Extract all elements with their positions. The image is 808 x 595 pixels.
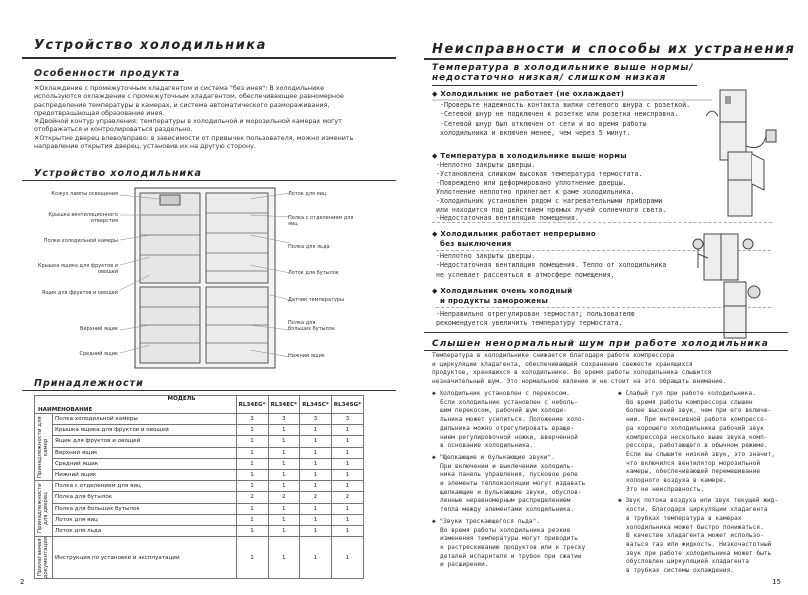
temp-heading-1: Температура в холодильнике выше нормы/ xyxy=(432,63,694,73)
diamond-bullet-icon: ◆ xyxy=(618,390,626,397)
diamond-bullet-icon: ◆ xyxy=(432,517,440,525)
quantity-cell: 1 xyxy=(236,447,268,458)
noise-item: ◆ Слабый гул при работе холодильника. Во время работы компрессора слышен более высокий звук, чем при его включе- нии. При интенсивной работе компрессо- ра хорошего холодильника рабочий звук компрессора несколько выше звука комп- рессора, работающего в обычном режиме. Если вы слышите низкий звук, это значит, что включился вентилятор морозильной камеры, обеспечивающей перемешивание холодного воздуха в камере. Это не неисправность. xyxy=(618,390,776,493)
quantity-cell: 1 xyxy=(268,458,300,469)
table-row xyxy=(35,492,364,503)
quantity-cell: 3 xyxy=(331,414,363,425)
quantity-cell: 1 xyxy=(300,503,332,514)
quantity-cell: 1 xyxy=(268,514,300,525)
noise-left-column xyxy=(432,390,612,573)
noise-item: ◆ "Щелкающие и булькающие звуки". При включении и выключении холодиль- ника панель управления, пусковое реле и элементы теплоизоляции могут издавать щелкающие и булькающие звуки, обуслов- ленные неравномерным распределением тепла между элементами холодильника. xyxy=(432,453,586,514)
left-page-number: 2 xyxy=(20,578,25,586)
diamond-bullet-icon: ◆ xyxy=(432,152,441,160)
label-temp-sensor: Датчик температуры xyxy=(288,297,345,303)
name-label: НАИМЕНОВАНИЕ xyxy=(38,407,93,413)
diamond-bullet-icon: ◆ xyxy=(432,90,441,98)
group-label: Прилагаемая документация xyxy=(37,537,49,579)
model-header: RL34SG* xyxy=(331,396,363,414)
left-title-rule xyxy=(22,57,396,59)
quantity-cell: 1 xyxy=(268,537,300,579)
noise-top-rule xyxy=(424,332,788,333)
diamond-bullet-icon: ◆ xyxy=(432,390,440,397)
quantity-cell: 2 xyxy=(268,492,300,503)
label-ice-shelf: Полка для льда xyxy=(288,244,330,250)
features-heading: Особенности продукта xyxy=(34,68,181,79)
accessories-table xyxy=(34,395,364,579)
label-upper-drawer: Верхний ящик xyxy=(80,326,118,332)
quantity-cell: 1 xyxy=(268,425,300,436)
quantity-cell: 1 xyxy=(268,447,300,458)
noise-rule xyxy=(424,350,788,351)
table-row xyxy=(35,503,364,514)
item-name-cell: Ящик для фруктов и овощей xyxy=(53,436,237,447)
quantity-cell: 1 xyxy=(236,514,268,525)
accessories-rule xyxy=(22,390,396,391)
quantity-cell: 1 xyxy=(300,458,332,469)
label-vent-cover: Крышка вентиляционного отверстия xyxy=(48,212,118,224)
group-label-cell xyxy=(35,481,53,537)
item-name-cell: Лоток для льда xyxy=(53,525,237,536)
diamond-bullet-icon: ◆ xyxy=(618,497,626,505)
group-label-cell xyxy=(35,537,53,579)
quantity-cell: 1 xyxy=(300,425,332,436)
quantity-cell: 1 xyxy=(300,525,332,536)
table-row xyxy=(35,436,364,447)
quantity-cell: 3 xyxy=(236,414,268,425)
quantity-cell: 1 xyxy=(268,469,300,480)
noise-item: ◆ "Звуки трескающегося льда". Во время работы холодильника резкие изменения температуры могут приводить к растрескиванию продуктов или к треску деталей испарителя и трубок при сжатии и расширении. xyxy=(432,517,586,569)
quantity-cell: 1 xyxy=(331,458,363,469)
quantity-cell: 1 xyxy=(236,425,268,436)
issue-2-text: -Неплотно закрыты дверцы. -Установлена слишком высокая температура термостата. -Повреждено или деформировано уплотнение дверцы. Уплотнение неплотно прилегает к раме холодильника. -Холодильник установлен рядом с нагревательными приборами или находится под действием прямых лучей солнечного света. -Недостаточная вентиляция помещения. xyxy=(436,161,667,223)
quantity-cell: 1 xyxy=(300,436,332,447)
noise-item: ◆ Холодильник установлен с перекосом. Если холодильник установлен с неболь- шим перекосом, рабочий шум холоди- льника может усилиться. Положение холо- дильника можно отрегулировать враще- нием регулировочной ножки, вверченной в основание холодильника. xyxy=(432,390,586,450)
quantity-cell: 1 xyxy=(331,447,363,458)
label-crisper: Ящик для фруктов и овощей xyxy=(41,290,118,296)
table-row xyxy=(35,514,364,525)
left-page-title: Устройство холодильника xyxy=(34,38,267,53)
noise-item: ◆ Звук потока воздуха или звук текущей жид- кости. Благодаря циркуляции хладагента в трубках температура в камерах холодильника может быстро понижаться. В качестве хладагента может использо- ваться газ или жидкость. Низкочастотный звук при работе холодильника может быть обусловлен циркуляцией хладагента в трубках системы охлаждения. xyxy=(618,497,779,575)
issue-2-title: ◆ Температура в холодильнике выше нормы xyxy=(432,152,627,160)
table-row xyxy=(35,481,364,492)
feature-item-3: ✕Открытие дверец влево/вправо: в зависимости от привычек пользователя, можно изменить направление открытия дверец, установив их на другую сторону. xyxy=(34,133,354,151)
issue-1-text: -Проверьте надежность контакта вилки сетевого шнура с розеткой. -Сетевой шнур не подключен к розетке или розетка неисправна. -Сетевой шнур был отключен от сети и во время работы холодильника и включен менее, чем через 5 минут. xyxy=(440,101,691,138)
noise-heading: Слышен ненормальный шум при работе холодильника xyxy=(432,339,769,349)
quantity-cell: 1 xyxy=(331,537,363,579)
x-bullet-icon: ✕ xyxy=(34,117,40,126)
table-row xyxy=(35,537,364,579)
quantity-cell: 2 xyxy=(300,492,332,503)
feature-item-2: ✕Двойной контур управления: температуры в холодильной и морозильной камерах могут отображаться и контролироваться раздельно. xyxy=(34,117,342,134)
quantity-cell: 1 xyxy=(331,425,363,436)
table-row xyxy=(35,469,364,480)
quantity-cell: 1 xyxy=(300,481,332,492)
issue-4-title: ◆ Холодильник очень холодный и продукты заморожены xyxy=(432,287,573,305)
issue-3-text: -Неплотно закрыты дверцы. -Недостаточная вентиляция помещения. Тепло от холодильника не успевает рассеяться в атмосфере помещения. xyxy=(436,252,667,279)
quantity-cell: 1 xyxy=(300,537,332,579)
label-crisper-cover: Крышка ящика для фруктов и овощей xyxy=(38,263,118,275)
right-title-rule xyxy=(424,58,788,60)
quantity-cell: 1 xyxy=(331,525,363,536)
model-header: RL34EG* xyxy=(236,396,268,414)
item-name-cell: Крышка ящика для фруктов и овощей xyxy=(53,425,237,436)
temp-heading-2: недостаточно низкая/ слишком низкая xyxy=(432,73,667,83)
item-name-cell: Полка с отделением для яиц xyxy=(53,481,237,492)
fridge-thermostat-illustration xyxy=(706,280,766,340)
diamond-bullet-icon: ◆ xyxy=(432,287,441,295)
quantity-cell: 1 xyxy=(236,525,268,536)
item-name-cell: Полка для бутылок xyxy=(53,492,237,503)
model-header: RL34EC* xyxy=(268,396,300,414)
quantity-cell: 1 xyxy=(236,436,268,447)
quantity-cell: 1 xyxy=(331,503,363,514)
quantity-cell: 1 xyxy=(331,514,363,525)
accessories-heading: Принадлежности xyxy=(34,378,144,389)
quantity-cell: 1 xyxy=(331,436,363,447)
quantity-cell: 3 xyxy=(268,414,300,425)
quantity-cell: 1 xyxy=(331,481,363,492)
group-label-cell xyxy=(35,414,53,481)
item-name-cell: Лоток для яиц xyxy=(53,514,237,525)
label-lower-drawer: Нижний ящик xyxy=(288,353,325,359)
quantity-cell: 1 xyxy=(268,525,300,536)
quantity-cell: 1 xyxy=(300,514,332,525)
group-label: Принадлежности для дверец xyxy=(37,483,49,534)
label-bottle-tray: Лоток для бутылок xyxy=(288,270,339,276)
features-rule xyxy=(34,80,184,81)
label-fridge-shelves: Полки холодильной камеры xyxy=(43,238,118,244)
item-name-cell: Верхний ящик xyxy=(53,447,237,458)
quantity-cell: 1 xyxy=(236,458,268,469)
quantity-cell: 1 xyxy=(268,481,300,492)
temp-rule xyxy=(432,85,697,86)
quantity-cell: 1 xyxy=(268,503,300,514)
table-row xyxy=(35,447,364,458)
quantity-cell: 1 xyxy=(331,469,363,480)
item-name-cell: Полка холодильной камеры xyxy=(53,414,237,425)
model-label: МОДЕЛЬ xyxy=(167,396,196,402)
label-lamp-cover: Кожух лампы освещения xyxy=(51,191,118,197)
table-row xyxy=(35,458,364,469)
quantity-cell: 1 xyxy=(236,469,268,480)
x-bullet-icon: ✕ xyxy=(34,133,40,142)
quantity-cell: 2 xyxy=(331,492,363,503)
noise-intro: Температура в холодильнике снижается благодаря работе компрессора и циркуляции хладагента, обеспечивающей сохранение свежести хранящихся продуктов, хранящихся в холодильнике. Во время работы холодильника слышится незначительный шум. Это нормальное явление и не стоит на это обращать внимание. xyxy=(432,352,727,385)
quantity-cell: 1 xyxy=(236,503,268,514)
quantity-cell: 1 xyxy=(300,447,332,458)
item-name-cell: Инструкция по установке и эксплуатации xyxy=(53,537,237,579)
item-name-cell: Полка для больших бутылок xyxy=(53,503,237,514)
right-page-number: 15 xyxy=(772,578,781,586)
features-list xyxy=(34,84,364,150)
issue-2-separator xyxy=(432,222,772,223)
item-name-cell: Средний ящик xyxy=(53,458,237,469)
issue-1-title: ◆ Холодильник не работает (не охлаждает) xyxy=(432,90,625,98)
model-header: RL34SC* xyxy=(300,396,332,414)
diamond-bullet-icon: ◆ xyxy=(432,230,441,238)
device-rule xyxy=(22,180,396,181)
feature-item-1: ✕Охлаждение с промежуточным хладагентом и система "без инея": В холодильнике используются охлаждение с промежуточным хладагентом, обеспечивающее равномерное распределение температуры в камерах, и система автоматического размораживания, предотвращающая образование инея. xyxy=(34,84,344,117)
label-egg-shelf: Полка с отделением для яиц xyxy=(288,215,354,227)
quantity-cell: 1 xyxy=(300,469,332,480)
group-label: Принадлежности для камер xyxy=(37,416,49,478)
label-egg-tray: Лоток для яиц xyxy=(288,191,327,197)
right-page-title: Неисправности и способы их устранения xyxy=(432,42,796,57)
x-bullet-icon: ✕ xyxy=(34,84,40,92)
issue-4-text: -Неправильно отрегулирован термостат; пользователю рекомендуется увеличить температуру термостата. xyxy=(436,310,635,328)
accessories-body xyxy=(35,414,364,579)
issue-3-title: ◆ Холодильник работает непрерывно без выключения xyxy=(432,230,596,248)
person-fridge-illustration xyxy=(690,228,760,282)
table-row xyxy=(35,425,364,436)
item-name-cell: Нижний ящик xyxy=(53,469,237,480)
table-corner-cell xyxy=(35,396,237,414)
quantity-cell: 2 xyxy=(236,492,268,503)
table-header-row xyxy=(35,396,364,414)
table-row xyxy=(35,414,364,425)
fridge-door-illustration xyxy=(712,150,772,220)
table-row xyxy=(35,525,364,536)
quantity-cell: 1 xyxy=(236,481,268,492)
label-big-bottle-shelf: Полка для больших бутылок xyxy=(288,320,335,332)
fridge-diagram xyxy=(120,185,290,375)
label-middle-drawer: Средний ящик xyxy=(79,351,118,357)
device-heading: Устройство холодильника xyxy=(34,168,202,179)
noise-right-column xyxy=(618,390,788,579)
quantity-cell: 1 xyxy=(268,436,300,447)
quantity-cell: 3 xyxy=(300,414,332,425)
diamond-bullet-icon: ◆ xyxy=(432,453,440,461)
quantity-cell: 1 xyxy=(236,537,268,579)
